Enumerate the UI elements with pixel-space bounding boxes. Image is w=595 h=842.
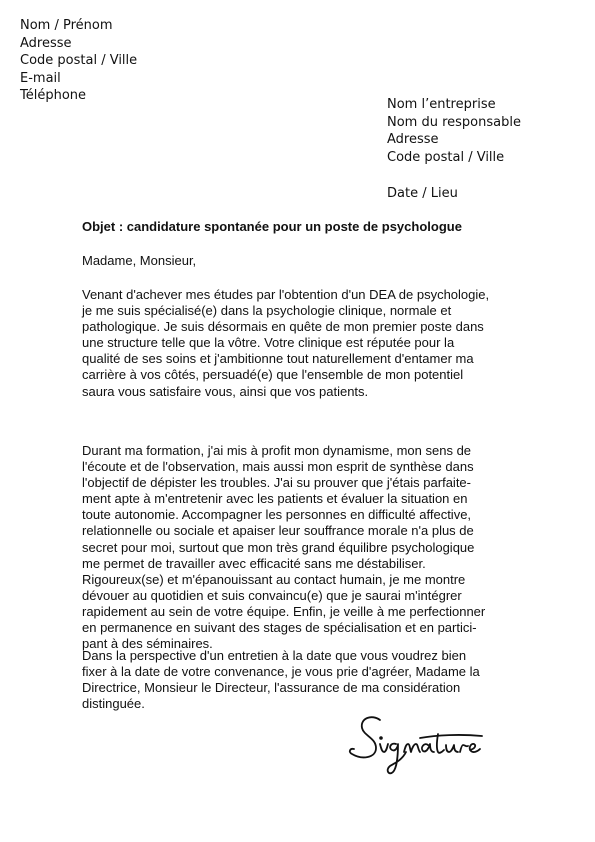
paragraph-line: Durant ma formation, j'ai mis à profit mon dynamisme, mon sens de: [82, 443, 472, 458]
paragraph-line: en permanence en suivant des stages de spécialisation et en partici-: [82, 620, 477, 636]
paragraph-line: l'objectif de dépister les troubles. J'ai su prouver que j'étais parfaite-: [82, 475, 471, 491]
sender-email: E-mail: [20, 70, 61, 86]
paragraph-line: me permet de travailler avec efficacité sans me déstabiliser.: [82, 555, 426, 571]
paragraph-line: toute autonomie. Accompagner les personnes en difficulté affective,: [82, 507, 472, 523]
paragraph-line: relationnelle ou sociale et apaiser leur souffrance morale n'a plus de: [82, 523, 474, 539]
paragraph-line: une structure telle que la vôtre. Votre clinique est réputée pour la: [82, 335, 455, 351]
paragraph-line: fixer à la date de votre convenance, je vous prie d'agréer, Madame la: [82, 664, 480, 680]
paragraph-line: l'écoute et de l'observation, mais aussi mon esprit de synthèse dans: [82, 459, 474, 475]
sender-block: [20, 17, 137, 105]
sender-postcode-city: Code postal / Ville: [20, 53, 138, 69]
paragraph-experience: [82, 443, 532, 652]
paragraph-line: je me suis spécialisé(e) dans la psychologie clinique, normale et: [82, 303, 452, 319]
subject-line: Objet : candidature spontanée pour un poste de psychologue: [82, 219, 462, 234]
paragraph-line: secret pour moi, surtout que mon très grand équilibre psychologique: [82, 539, 475, 555]
paragraph-line: pant à des séminaires.: [82, 636, 213, 652]
recipient-postcode-city: Code postal / Ville: [387, 149, 505, 165]
paragraph-closing: [82, 648, 532, 712]
paragraph-line: qualité de ses soins et j'ambitionne tout naturellement d'entamer ma: [82, 351, 474, 367]
recipient-address: Adresse: [387, 132, 439, 148]
paragraph-line: ment apte à m'entretenir avec les patients et évaluer la situation en: [82, 491, 468, 507]
paragraph-line: distinguée.: [82, 696, 145, 712]
paragraph-line: carrière à vos côtés, persuadé(e) que l'ensemble de mon potentiel: [82, 367, 464, 383]
paragraph-line: saura vous satisfaire vous, ainsi que vos patients.: [82, 383, 369, 399]
sender-name: Nom / Prénom: [20, 18, 113, 33]
recipient-block: [387, 96, 521, 166]
sender-phone: Téléphone: [20, 88, 87, 104]
paragraph-line: Rigoureux(se) et m'épanouissant au contact humain, je me montre: [82, 571, 466, 587]
handwritten-signature: [342, 708, 492, 788]
recipient-manager: Nom du responsable: [387, 114, 521, 130]
paragraph-line: Venant d'achever mes études par l'obtention d'un DEA de psychologie,: [82, 287, 490, 302]
recipient-company: Nom l’entreprise: [387, 97, 496, 112]
paragraph-intro: [82, 287, 532, 400]
paragraph-line: pathologique. Je suis désormais en quête de mon premier poste dans: [82, 319, 484, 335]
greeting: Madame, Monsieur,: [82, 253, 197, 268]
paragraph-line: dévouer au quotidien et suis convaincu(e) que je saurai m'intégrer: [82, 587, 462, 603]
sender-address: Adresse: [20, 35, 72, 51]
date-place: Date / Lieu: [387, 186, 458, 201]
paragraph-line: Directrice, Monsieur le Directeur, l'assurance de ma considération: [82, 680, 461, 696]
paragraph-line: Dans la perspective d'un entretien à la date que vous voudrez bien: [82, 648, 467, 663]
paragraph-line: rapidement au sein de votre équipe. Enfin, je veille à me perfectionner: [82, 603, 486, 619]
